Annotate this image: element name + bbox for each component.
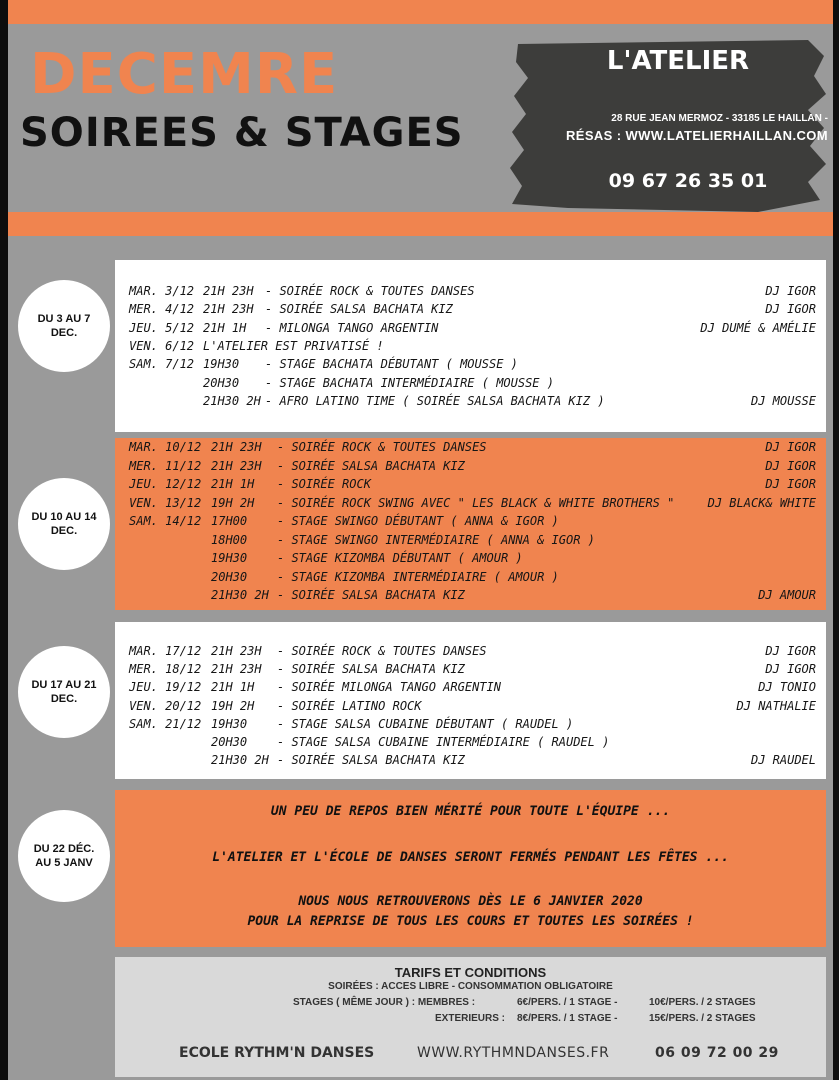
schedule-time: 21H30 2H: [211, 588, 269, 602]
tarifs-membres-1: 6€/PERS. / 1 STAGE -: [517, 997, 618, 1008]
top-orange-bar: [8, 0, 833, 24]
schedule-time: 21H 1H: [211, 477, 255, 491]
tarifs-stages-label: STAGES ( MÊME JOUR ) : MEMBRES :: [293, 997, 476, 1008]
schedule-day: JEU. 5/12: [129, 320, 195, 335]
month-title: DECEMRE: [30, 42, 339, 107]
schedule-row: [115, 394, 826, 412]
schedule-day: VEN. 6/12: [129, 338, 195, 353]
closing-notice: [115, 790, 826, 947]
schedule-row: [115, 662, 826, 680]
tarifs-membres-2: 10€/PERS. / 2 STAGES: [649, 997, 756, 1008]
schedule-dj: DJ DUMÉ & AMÉLIE: [700, 320, 816, 335]
schedule-day: SAM. 7/12: [129, 357, 195, 372]
schedule-time: 19H 2H: [211, 495, 255, 510]
schedule-row: [115, 680, 826, 698]
closing-line-4: POUR LA REPRISE DE TOUS LES COURS ET TOUTES LES SOIRÉES !: [247, 914, 694, 929]
schedule-event: - SOIRÉE SALSA BACHATA KIZ: [277, 588, 465, 602]
schedule-time: 19H30: [211, 551, 248, 565]
schedule-row: [115, 459, 826, 477]
schedule-time: 21H 1H: [211, 680, 255, 695]
schedule-dj: DJ NATHALIE: [736, 698, 816, 713]
schedule-row: [115, 533, 826, 551]
schedule-row: [115, 753, 826, 771]
schedule-dj: DJ IGOR: [765, 302, 816, 317]
schedule-time: 20H30: [203, 375, 240, 390]
week-2-dates: DU 10 AU 14 DEC.: [31, 511, 97, 537]
schedule-time: 21H 23H: [211, 440, 262, 454]
schedule-row: [115, 339, 826, 357]
schedule-event: - SOIRÉE LATINO ROCK: [277, 698, 422, 713]
schedule-row: [115, 551, 826, 569]
schedule-row: [115, 376, 826, 394]
schedule-time: 19H 2H: [211, 698, 255, 713]
schedule-time: 21H 23H: [203, 302, 254, 317]
schedule-day: MAR. 10/12: [129, 440, 202, 454]
schedule-row: [115, 644, 826, 662]
closing-line-2: L'ATELIER ET L'ÉCOLE DE DANSES SERONT FERMÉS PENDANT LES FÊTES ...: [212, 850, 729, 865]
week-label-3: [18, 646, 110, 738]
week-label-1: [18, 280, 110, 372]
schedule-day: VEN. 13/12: [129, 495, 202, 510]
tarifs-soirees: SOIRÉES : ACCES LIBRE - CONSOMMATION OBLIGATOIRE: [328, 981, 613, 992]
schedule-event: - STAGE SWINGO INTERMÉDIAIRE ( ANNA & IGOR ): [277, 532, 595, 547]
schedule-dj: DJ IGOR: [765, 458, 816, 473]
closing-line-3: NOUS NOUS RETROUVERONS DÈS LE 6 JANVIER 2020: [298, 894, 643, 909]
schedule-row: [115, 717, 826, 735]
tarifs-ext-2: 15€/PERS. / 2 STAGES: [649, 1013, 756, 1024]
schedule-time: 20H30: [211, 569, 248, 584]
closing-line-1: UN PEU DE REPOS BIEN MÉRITÉ POUR TOUTE L'ÉQUIPE ...: [270, 804, 671, 819]
school-website[interactable]: WWW.RYTHMNDANSES.FR: [417, 1045, 610, 1061]
tarifs-title: TARIFS ET CONDITIONS: [394, 965, 547, 980]
venue-name: L'ATELIER: [606, 46, 750, 76]
schedule-event: - SOIRÉE ROCK SWING AVEC " LES BLACK & WHITE BROTHERS ": [277, 495, 675, 510]
schedule-row: [115, 284, 826, 302]
schedule-event: - STAGE SWINGO DÉBUTANT ( ANNA & IGOR ): [277, 514, 559, 528]
schedule-dj: DJ IGOR: [765, 644, 816, 658]
schedule-row: [115, 496, 826, 514]
schedule-row: [115, 570, 826, 588]
schedule-dj: DJ IGOR: [765, 440, 816, 454]
schedule-day: JEU. 12/12: [129, 477, 202, 491]
week-2-schedule: [115, 438, 826, 610]
schedule-time: 17H00: [211, 514, 248, 528]
schedule-row: [115, 477, 826, 495]
week-3-schedule: [115, 622, 826, 779]
schedule-dj: DJ IGOR: [765, 662, 816, 677]
schedule-dj: DJ MOUSSE: [750, 393, 816, 408]
schedule-time: 21H30 2H: [211, 753, 269, 768]
schedule-row: [115, 735, 826, 753]
schedule-event: - STAGE KIZOMBA INTERMÉDIAIRE ( AMOUR ): [277, 569, 559, 584]
schedule-time: 21H 1H: [203, 320, 247, 335]
venue-phone[interactable]: 09 67 26 35 01: [608, 170, 768, 192]
schedule-event: - MILONGA TANGO ARGENTIN: [265, 320, 439, 335]
week-1-dates: DU 3 AU 7 DEC.: [37, 313, 91, 339]
page-title: SOIREES & STAGES: [20, 110, 464, 156]
schedule-dj: DJ IGOR: [765, 284, 816, 298]
schedule-day: MER. 18/12: [129, 662, 202, 677]
schedule-event: - AFRO LATINO TIME ( SOIRÉE SALSA BACHATA KIZ ): [265, 393, 605, 408]
week-label-2: [18, 478, 110, 570]
schedule-time: 21H 23H: [211, 458, 262, 473]
schedule-event: - STAGE SALSA CUBAINE DÉBUTANT ( RAUDEL ): [277, 716, 574, 731]
school-name: ECOLE RYTHM'N DANSES: [179, 1045, 375, 1061]
closing-dates: DU 22 DÉC. AU 5 JANV: [33, 843, 95, 869]
schedule-event: - STAGE KIZOMBA DÉBUTANT ( AMOUR ): [277, 551, 523, 565]
schedule-event: - SOIRÉE ROCK & TOUTES DANSES: [277, 440, 487, 454]
schedule-event: - SOIRÉE ROCK & TOUTES DANSES: [265, 284, 475, 298]
venue-address: 28 RUE JEAN MERMOZ - 33185 LE HAILLAN -: [611, 113, 828, 124]
flyer: [8, 0, 833, 1080]
schedule-time: 21H30 2H: [203, 393, 261, 408]
schedule-event: - SOIRÉE SALSA BACHATA KIZ: [277, 662, 465, 677]
schedule-time: 21H 23H: [211, 644, 262, 658]
schedule-event: - SOIRÉE SALSA BACHATA KIZ: [277, 753, 465, 768]
schedule-dj: DJ BLACK& WHITE: [707, 495, 816, 510]
schedule-day: MER. 4/12: [129, 302, 195, 317]
schedule-dj: DJ TONIO: [758, 680, 816, 695]
schedule-row: [115, 357, 826, 375]
schedule-day: SAM. 14/12: [129, 514, 202, 528]
schedule-day: MER. 11/12: [129, 458, 202, 473]
schedule-time: 18H00: [211, 532, 248, 547]
schedule-day: SAM. 21/12: [129, 716, 202, 731]
schedule-event: - SOIRÉE ROCK & TOUTES DANSES: [277, 644, 487, 658]
schedule-row: [115, 321, 826, 339]
tarifs-panel: [115, 957, 826, 1077]
schedule-event: - STAGE BACHATA INTERMÉDIAIRE ( MOUSSE ): [265, 375, 554, 390]
schedule-day: MAR. 3/12: [129, 284, 195, 298]
school-phone[interactable]: 06 09 72 00 29: [655, 1045, 779, 1061]
schedule-event: - STAGE SALSA CUBAINE INTERMÉDIAIRE ( RAUDEL ): [277, 735, 610, 749]
schedule-time: 19H30: [203, 357, 240, 372]
schedule-dj: DJ RAUDEL: [750, 753, 816, 768]
tarifs-ext-label: EXTERIEURS :: [435, 1013, 506, 1024]
schedule-event: - STAGE BACHATA DÉBUTANT ( MOUSSE ): [265, 357, 518, 372]
schedule-day: JEU. 19/12: [129, 680, 202, 695]
schedule-row: [115, 588, 826, 606]
schedule-time: 20H30: [211, 735, 248, 749]
schedule-day: VEN. 20/12: [129, 698, 202, 713]
schedule-row: [115, 514, 826, 532]
schedule-time: 21H 23H: [203, 284, 254, 298]
schedule-time: L'ATELIER EST PRIVATISÉ !: [203, 338, 384, 353]
schedule-event: - SOIRÉE SALSA BACHATA KIZ: [277, 458, 465, 473]
schedule-row: [115, 699, 826, 717]
schedule-event: - SOIRÉE ROCK: [277, 477, 371, 491]
schedule-row: [115, 302, 826, 320]
reservation-website[interactable]: RÉSAS : WWW.LATELIERHAILLAN.COM: [565, 128, 828, 143]
schedule-time: 21H 23H: [211, 662, 262, 677]
schedule-dj: DJ AMOUR: [758, 588, 816, 602]
schedule-row: [115, 440, 826, 458]
week-3-dates: DU 17 AU 21 DEC.: [31, 679, 97, 705]
week-1-schedule: [115, 260, 826, 432]
tarifs-ext-1: 8€/PERS. / 1 STAGE -: [517, 1013, 618, 1024]
schedule-event: - SOIRÉE SALSA BACHATA KIZ: [265, 302, 453, 317]
closing-label: [18, 810, 110, 902]
schedule-event: - SOIRÉE MILONGA TANGO ARGENTIN: [277, 680, 501, 695]
schedule-day: MAR. 17/12: [129, 644, 202, 658]
schedule-dj: DJ IGOR: [765, 477, 816, 491]
schedule-time: 19H30: [211, 716, 248, 731]
